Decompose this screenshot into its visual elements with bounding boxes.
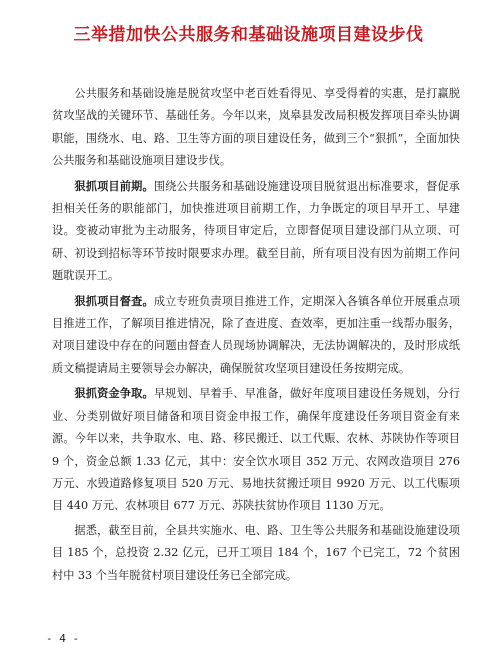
paragraph-project-supervision	[52, 290, 460, 381]
paragraph-text: 成立专班负责项目推进工作，定期深入各镇各单位开展重点项目推进工作，了解项目推进情况，除了查进度、查效率，更加注重一线帮办服务，对项目建设中存在的问题由督查人员现场协调解决，无法协调解决的，及时形成纸质文稿提请局主要领导会办解决，确保脱贫攻坚项目建设任务按期完成。	[52, 294, 460, 375]
paragraph-summary	[52, 520, 460, 587]
paragraph-lead: 狠抓项目督查。	[74, 293, 154, 308]
page-number: - 4 -	[46, 632, 80, 645]
paragraph-lead: 狠抓项目前期。	[74, 178, 154, 193]
paragraph-lead: 狠抓资金争取。	[74, 386, 154, 401]
paragraph-text: 围绕公共服务和基础设施建设项目脱贫退出标准要求，督促承担相关任务的职能部门，加快推进项目前期工作，力争既定的项目早开工、早建设。变被动审批为主动服务，待项目审定后，立即督促项目建设部门从立项、可研、初设到招标等环节按时限要求办理。截至目前，所有项目没有因为前期工作问题耽误开工。	[52, 179, 460, 283]
paragraph-intro	[52, 83, 460, 173]
paragraph-funding	[52, 382, 460, 517]
paragraph-project-preparation	[52, 175, 460, 288]
paragraph-text: 据悉，截至目前，全县共实施水、电、路、卫生等公共服务和基础设施建设项目 185 个，总投资 2.32 亿元，已开工项目 184 个，167 个已完工，72 个贫困村中 33 个当年脱贫村项目建设任务已全部完成。	[52, 523, 460, 582]
document-body	[52, 83, 460, 589]
paragraph-text: 公共服务和基础设施是脱贫攻坚中老百姓看得见、享受得着的实惠，是打赢脱贫攻坚战的关键环节、基础任务。今年以来，岚皋县发改局积极发挥项目牵头协调职能，围绕水、电、路、卫生等方面的项目建设任务，做到三个“狠抓”，全面加快公共服务和基础设施项目建设步伐。	[52, 87, 460, 168]
paragraph-text: 早规划、早着手、早准备，做好年度项目建设任务规划，分行业、分类别做好项目储备和项目资金申报工作，确保年度建设任务项目资金有来源。今年以来，共争取水、电、路、移民搬迁、以工代赈、农林、苏陕协作等项目 9 个，资金总额 1.33 亿元，其中：安全饮水项目 352 万元、农网改造项目 276 万元、水毁道路修复项目 520 万元、易地扶贫搬迁项目 9920 万元、以工代赈项目 440 万元、农林项目 677 万元、苏陕扶贫协作项目 1130 万元。	[52, 387, 460, 513]
document-title: 三举措加快公共服务和基础设施项目建设步伐	[73, 25, 424, 45]
